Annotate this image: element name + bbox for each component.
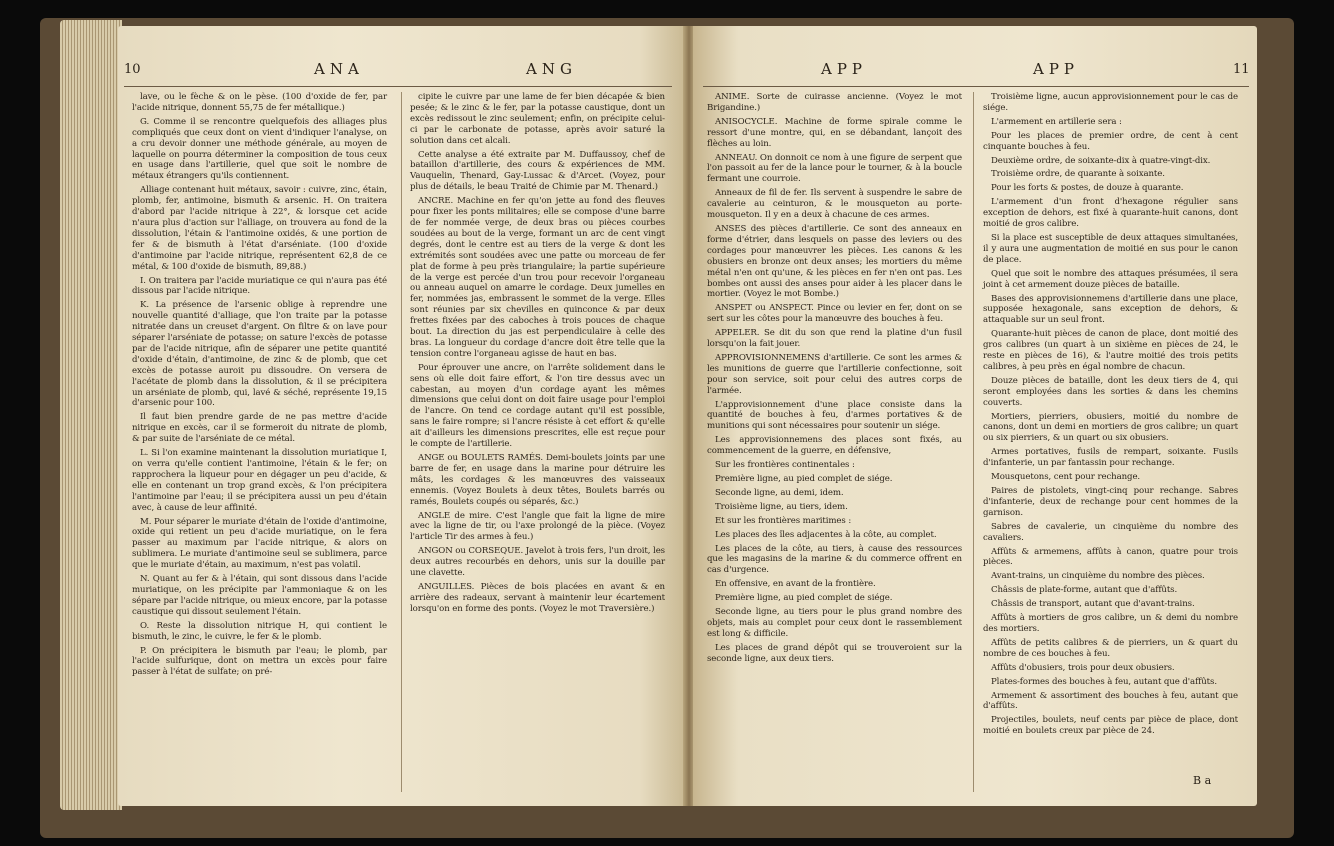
- paragraph: Sabres de cavalerie, un cinquième du nombre des cavaliers.: [983, 521, 1238, 543]
- paragraph: Si la place est susceptible de deux attaques simultanées, il y aura une augmentation de moitié en sus pour le canon de place.: [983, 232, 1238, 265]
- paragraph: Seconde ligne, au tiers pour le plus grand nombre des objets, mais au complet pour ceux dont le rassemblement est long & difficile.: [707, 607, 962, 639]
- paragraph: Il faut bien prendre garde de ne pas mettre d'acide nitrique en excès, car il se formeroit du nitrate de plomb, & par suite de l'arséniate de ce métal.: [132, 412, 387, 445]
- paragraph: O. Reste la dissolution nitrique H, qui contient le bismuth, le zinc, le cuivre, le fer & le plomb.: [132, 620, 387, 642]
- paragraph: Les places de la côte, au tiers, à cause des ressources que les magasins de la marine & du commerce offrent en cas d'urgence.: [707, 543, 962, 576]
- paragraph: Seconde ligne, au demi, idem.: [715, 487, 844, 498]
- paragraph: cipite le cuivre par une lame de fer bien décapée & bien pesée; & le zinc & le fer, par la potasse caustique, dont un excès redissout le zinc seulement; enfin, on précipite celui-ci par le carbonate de potasse, après avoir saturé la solution dans cet alcali.: [410, 92, 665, 146]
- paragraph: Les approvisionnemens des places sont fixés, au commencement de la guerre, en défensive,: [707, 435, 962, 457]
- paragraph: Cette analyse a été extraite par M. Duffaussoy, chef de bataillon d'artillerie, des cours & expériences de MM. Vauquelin, Thenard, Gay-Lussac & d'Arcet. (Voyez, pour plus de détails, le beau Traité de Chimie par M. Thenard.): [410, 149, 665, 193]
- paragraph: Troisième ordre, de quarante à soixante.: [991, 169, 1165, 180]
- paragraph: ANCRE. Machine en fer qu'on jette au fond des fleuves pour fixer les ponts militaires; elle se compose d'une barre de fer nommée verge, de deux bras ou pièces courbes soudées au bout de la verge, formant un arc de cent vingt degrés, dont le centre est au tiers de la verge & dont les extrémités sont soudées avec une patte ou morceau de fer plat de forme à peu près triangulaire; la partie supérieure de la verge est percée d'un trou pour recevoir l'organeau ou anneau auquel on amarre le cordage. Deux jumelles en fer, nommées jas, embrassent le sommet de la verge. Elles sont réunies par six chevilles en quinconce & par deux frettes fixées par des caboches à trois pouces de chaque bout. La direction du jas est perpendiculaire à celle des bras. La longueur du cordage d'ancre doit être telle que la tension contre l'organeau agisse de haut en bas.: [410, 196, 665, 359]
- paragraph: Paires de pistolets, vingt-cinq pour rechange. Sabres d'infanterie, deux de rechange pour cent hommes de la garnison.: [983, 486, 1238, 518]
- paragraph: Alliage contenant huit métaux, savoir : cuivre, zinc, étain, plomb, fer, antimoine, bismuth & arsenic. H. On traitera d'abord par l'acide nitrique à 22°, & lorsque cet acide n'aura plus d'action sur l'alliage, on trouvera au fond de la dissolution, l'étain & l'antimoine oxidés, & une portion de fer & de bismuth à l'état d'arséniate. (100 d'oxide d'antimoine par l'acide nitrique, représentent 62,8 de ce métal, & 100 d'oxide de bismuth, 89,88.): [132, 185, 387, 272]
- paragraph: Avant-trains, un cinquième du nombre des pièces.: [991, 571, 1205, 582]
- paragraph: ANGLE de mire. C'est l'angle que fait la ligne de mire avec la ligne de tir, ou l'axe prolongé de la pièce. (Voyez l'article Tir des armes à feu.): [410, 510, 665, 543]
- paragraph: Châssis de plate-forme, autant que d'affûts.: [991, 585, 1178, 596]
- right-running-head-1: APP: [821, 60, 868, 78]
- left-page-number: 10: [124, 62, 141, 77]
- paragraph: ANGE ou BOULETS RAMÉS. Demi-boulets joints par une barre de fer, en usage dans la marine pour détruire les mâts, les cordages & les manœuvres des vaisseaux ennemis. (Voyez Boulets à deux têtes, Boulets barrés ou ramés, Boulets coupés ou séparés, &c.): [410, 453, 665, 507]
- paragraph: Bases des approvisionnemens d'artillerie dans une place, supposée hexagonale, sans exception de dehors, & attaquable sur un seul front.: [983, 293, 1238, 326]
- right-running-head-2: APP: [1033, 60, 1080, 78]
- paragraph: lave, ou le fèche & on le pèse. (100 d'oxide de fer, par l'acide nitrique, donnent 55,75 de fer métallique.): [132, 92, 387, 113]
- paragraph: Quel que soit le nombre des attaques présumées, il sera joint à cet armement douze pièces de bataille.: [983, 268, 1238, 290]
- paragraph: ANISOCYCLE. Machine de forme spirale comme le ressort d'une montre, qui, en se débandant, lançoit des flèches au loin.: [707, 116, 962, 149]
- paragraph: Affûts & armemens, affûts à canon, quatre pour trois pièces.: [983, 546, 1238, 568]
- paragraph: Affûts d'obusiers, trois pour deux obusiers.: [991, 662, 1175, 673]
- paragraph: ANSES des pièces d'artillerie. Ce sont des anneaux en forme d'étrier, dans lesquels on passe des leviers ou des cordages pour manœuvrer les pièces. Les canons & les obusiers en bronze ont deux anses; les mortiers du même métal n'en ont qu'une, & les pièces en fer n'en ont pas. Les bombes ont aussi des anses pour aider à les placer dans le mortier. (Voyez le mot Bombe.): [707, 223, 962, 300]
- paragraph: I. On traitera par l'acide muriatique ce qui n'aura pas été dissous par l'acide nitrique.: [132, 275, 387, 297]
- paragraph: Armement & assortiment des bouches à feu, autant que d'affûts.: [983, 690, 1238, 712]
- paragraph: Armes portatives, fusils de rempart, soixante. Fusils d'infanterie, un par fantassin pour rechange.: [983, 447, 1238, 469]
- paragraph: ANNEAU. On donnoit ce nom à une figure de serpent que l'on passoit au fer de la lance pour le tourner, & à la boucle fermant une courroie.: [707, 152, 962, 185]
- right-page-number: 11: [1233, 62, 1250, 77]
- paragraph: En offensive, en avant de la frontière.: [715, 579, 876, 590]
- right-column-1: [707, 92, 962, 668]
- paragraph: Anneaux de fil de fer. Ils servent à suspendre le sabre de cavalerie au ceinturon, & le mousqueton au porte-mousqueton. Il y en a deux à chacune de ces armes.: [707, 188, 962, 221]
- paragraph: L'approvisionnement d'une place consiste dans la quantité de bouches à feu, d'armes portatives & de munitions qui sont nécessaires pour soutenir un siége.: [707, 399, 962, 432]
- paragraph: Affûts à mortiers de gros calibre, un & demi du nombre des mortiers.: [983, 613, 1238, 634]
- paragraph: ANGUILLES. Pièces de bois placées en avant & en arrière des radeaux, servant à maintenir leur écartement lorsqu'on en forme des ponts. (Voyez le mot Traversière.): [410, 581, 665, 614]
- column-divider: [973, 92, 974, 792]
- column-divider: [401, 92, 402, 792]
- paragraph: APPELER. Se dit du son que rend la platine d'un fusil lorsqu'on la fait jouer.: [707, 328, 962, 350]
- paragraph: Les places des îles adjacentes à la côte, au complet.: [715, 529, 937, 540]
- paragraph: ANSPET ou ANSPECT. Pince ou levier en fer, dont on se sert sur les côtes pour la manœuvre des bouches à feu.: [707, 303, 962, 325]
- left-column-2: [410, 92, 665, 618]
- left-page: [118, 26, 685, 806]
- paragraph: Et sur les frontières maritimes :: [715, 515, 852, 526]
- paragraph: Mortiers, pierriers, obusiers, moitié du nombre de canons, dont un demi en mortiers de gros calibre; un quart ou six pierriers, & un quart ou six obusiers.: [983, 411, 1238, 444]
- paragraph: Deuxième ordre, de soixante-dix à quatre-vingt-dix.: [991, 155, 1211, 166]
- paragraph: Pour les places de premier ordre, de cent à cent cinquante bouches à feu.: [983, 130, 1238, 152]
- paragraph: Pour les forts & postes, de douze à quarante.: [991, 183, 1184, 194]
- paragraph: Plates-formes des bouches à feu, autant que d'affûts.: [991, 676, 1217, 687]
- paragraph: Troisième ligne, aucun approvisionnement pour le cas de siége.: [983, 92, 1238, 113]
- paragraph: L'armement d'un front d'hexagone régulier sans exception de dehors, est fixé à quarante-huit canons, dont moitié de gros calibre.: [983, 197, 1238, 230]
- paragraph: P. On précipitera le bismuth par l'eau; le plomb, par l'acide sulfurique, dont on mettra un excès pour faire passer à l'état de sulfate; on pré-: [132, 645, 387, 678]
- paragraph: Douze pièces de bataille, dont les deux tiers de 4, qui seront employées dans les sorties & dans les chemins couverts.: [983, 375, 1238, 408]
- header-rule: [703, 86, 1249, 87]
- left-running-head-2: ANG: [526, 60, 577, 78]
- paragraph: Mousquetons, cent pour rechange.: [991, 472, 1141, 483]
- paragraph: K. La présence de l'arsenic oblige à reprendre une nouvelle quantité d'alliage, que l'on traite par la potasse nitratée dans un creuset d'argent. On filtre & on lave pour séparer l'arséniate de potasse; on sature l'excès de potasse par de l'acide nitrique, afin de séparer une petite quantité d'oxide d'étain, d'antimoine, de zinc & de plomb, que cet excès de potasse auroit pu dissoudre. On versera de l'acétate de plomb dans la dissolution, & il se précipitera un arséniate de plomb, qui, lavé & séché, représente 19,15 d'arsenic pour 100.: [132, 300, 387, 409]
- paragraph: Les places de grand dépôt qui se trouveroient sur la seconde ligne, aux deux tiers.: [707, 642, 962, 664]
- paragraph: G. Comme il se rencontre quelquefois des alliages plus compliqués que ceux dont on vient d'indiquer l'analyse, on a cru devoir donner une méthode générale, au moyen de laquelle on pourra déterminer la composition de tous ceux en usage dans l'artillerie, quel que soit le nombre de métaux étrangers qu'ils contiennent.: [132, 116, 387, 182]
- paragraph: Première ligne, au pied complet de siége.: [715, 593, 893, 604]
- paragraph: M. Pour séparer le muriate d'étain de l'oxide d'antimoine, oxide qui retient un peu d'acide muriatique, on le fera passer au maximum par l'acide nitrique, & alors on sublimera. Le muriate d'antimoine seul se sublimera, parce que le muriate d'étain, au maximum, n'est pas volatil.: [132, 516, 387, 571]
- right-column-2: [983, 92, 1238, 740]
- paragraph: Châssis de transport, autant que d'avant-trains.: [991, 599, 1195, 610]
- paragraph: L'armement en artillerie sera :: [991, 116, 1122, 127]
- paragraph: Troisième ligne, au tiers, idem.: [715, 501, 848, 512]
- right-page: [693, 26, 1257, 806]
- left-column-1: [132, 92, 387, 681]
- paragraph: Première ligne, au pied complet de siége.: [715, 474, 893, 484]
- paragraph: Projectiles, boulets, neuf cents par pièce de place, dont moitié en boulets creux par pièce de 24.: [983, 715, 1238, 737]
- left-running-head-1: ANA: [314, 60, 364, 78]
- paragraph: Sur les frontières continentales :: [715, 460, 855, 471]
- paragraph: ANGON ou CORSEQUE. Javelot à trois fers, l'un droit, les deux autres recourbés en dehors, unis sur la douille par une clavette.: [410, 546, 665, 579]
- page-edges: [60, 20, 122, 810]
- paragraph: N. Quant au fer & à l'étain, qui sont dissous dans l'acide muriatique, on les précipite par l'ammoniaque & on les sépare par l'acide nitrique, ou mieux encore, par la potasse caustique qui dissout seulement l'étain.: [132, 574, 387, 617]
- paragraph: Affûts de petits calibres & de pierriers, un & quart du nombre de ces bouches à feu.: [983, 637, 1238, 659]
- paragraph: Pour éprouver une ancre, on l'arrête solidement dans le sens où elle doit faire effort, & l'on tire dessus avec un cabestan, au moyen d'un cordage ayant les mêmes dimensions que celui dont on doit faire usage pour l'emploi de l'ancre. On tend ce cordage autant qu'il est possible, sans le faire rompre; si l'ancre résiste à cet effort & qu'elle ait d'ailleurs les dimensions prescrites, elle est reçue pour le compte de l'artillerie.: [410, 362, 665, 450]
- header-rule: [124, 86, 672, 87]
- paragraph: Quarante-huit pièces de canon de place, dont moitié des gros calibres (un quart à un sixième en pièces de 24, le reste en pièces de 16), & l'autre moitié des trois petits calibres, à peu près en égal nombre de chacun.: [983, 329, 1238, 372]
- signature-mark: B a: [1193, 774, 1212, 787]
- paragraph: ANIME. Sorte de cuirasse ancienne. (Voyez le mot Brigandine.): [707, 92, 962, 113]
- paragraph: APPROVISIONNEMENS d'artillerie. Ce sont les armes & les munitions de guerre que l'artillerie confectionne, soit pour son service, soit pour celui des autres corps de l'armée.: [707, 352, 962, 396]
- paragraph: L. Si l'on examine maintenant la dissolution muriatique I, on verra qu'elle contient l'antimoine, l'étain & le fer; on rapprochera la liqueur pour en dégager un peu d'acide, & elle en contenant un trop grand excès, & l'on précipitera l'antimoine par l'eau; il se précipitera aussi un peu d'étain avec, à cause de leur affinité.: [132, 448, 387, 513]
